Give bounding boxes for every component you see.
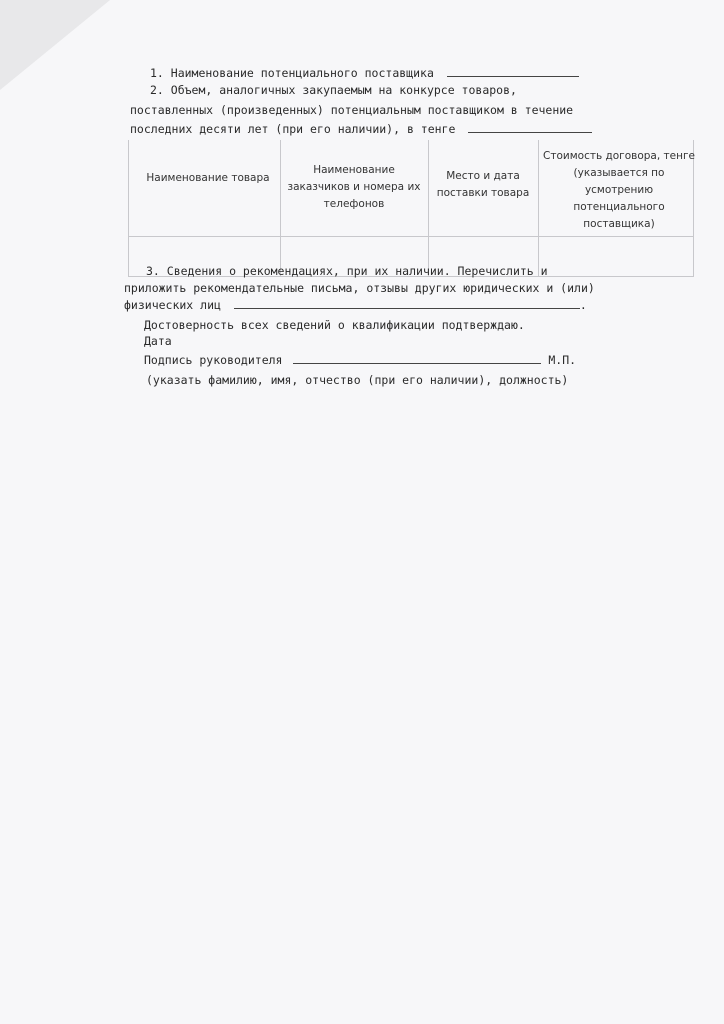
signature-row [144, 353, 576, 367]
table-header-place-date: Место и дата поставки товара [436, 170, 530, 199]
recommendations-row: физических лиц . [124, 298, 587, 312]
table-divider-3 [538, 140, 539, 277]
table-header-contract-cost: Стоимость договора, тенге (указывается по усмотрению потенциального поставщика) [543, 150, 695, 230]
recommendations-line-2: приложить рекомендательные письма, отзывы других юридических и (или) [124, 281, 595, 295]
table-border-left [128, 140, 129, 277]
date-label: Дата [144, 334, 172, 348]
table-header-product: Наименование товара [146, 172, 270, 184]
volume-blank[interactable] [468, 122, 592, 133]
supply-table [128, 140, 694, 277]
recommendations-blank[interactable] [234, 298, 580, 309]
signature-label: Подпись руководителя [144, 353, 283, 367]
stamp-label: М.П. [548, 353, 577, 367]
supplier-name-label: 1. Наименование потенциального поставщика [150, 66, 434, 80]
table-divider-2 [428, 140, 429, 277]
recommendations-line-3: физических лиц [124, 298, 221, 312]
recommendations-line-1: 3. Сведения о рекомендациях, при их наличии. Перечислить и [146, 264, 548, 278]
volume-line-2: поставленных (произведенных) потенциальным поставщиком в течение [130, 103, 574, 117]
table-header-customers: Наименование заказчиков и номера их телефонов [287, 164, 421, 210]
volume-line-3: последних десяти лет (при его наличии), в тенге [130, 122, 456, 136]
table-divider-1 [280, 140, 281, 277]
volume-row [130, 122, 592, 136]
folded-corner [0, 0, 110, 90]
table-header-divider [128, 236, 694, 237]
supplier-name-row [150, 66, 579, 80]
signature-hint: (указать фамилию, имя, отчество (при его наличии), должность) [146, 373, 569, 387]
signature-blank[interactable] [293, 353, 541, 364]
volume-line-1: 2. Объем, аналогичных закупаемым на конкурсе товаров, [150, 83, 517, 97]
confirmation-text: Достоверность всех сведений о квалификации подтверждаю. [144, 318, 525, 332]
supplier-name-blank[interactable] [447, 66, 579, 77]
